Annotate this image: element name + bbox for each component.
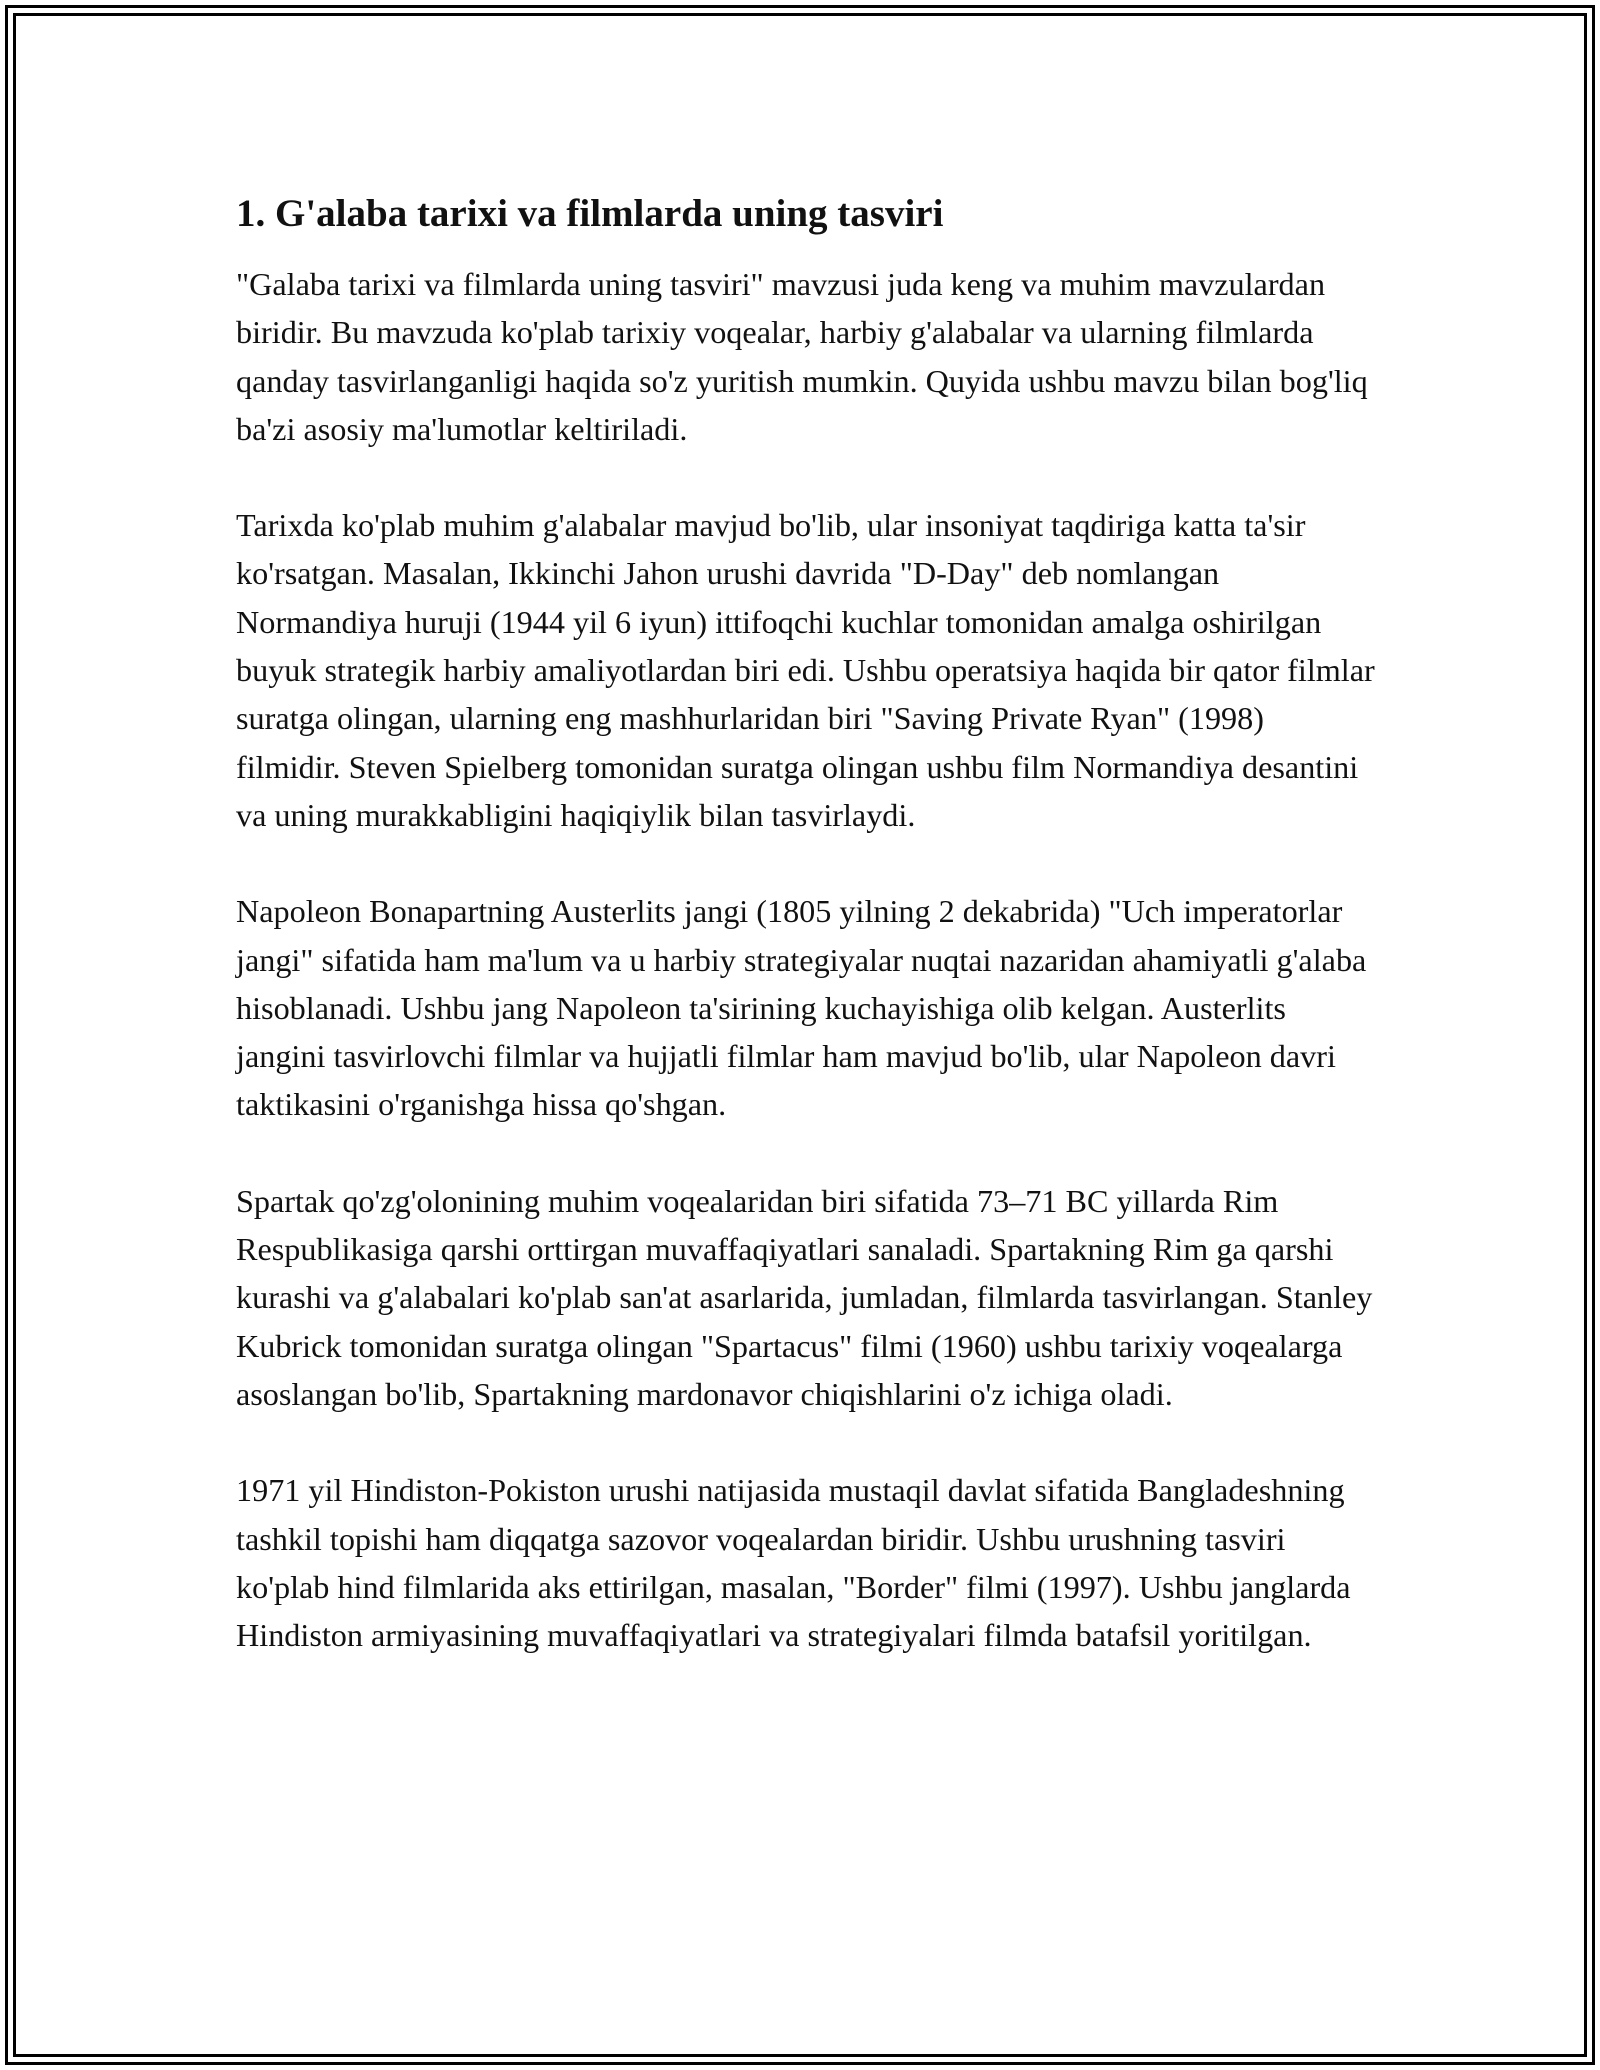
paragraph-d-day: Tarixda ko'plab muhim g'alabalar mavjud bo'lib, ular insoniyat taqdiriga katta ta'sir ko'rsatgan. Masalan, Ikkinchi Jahon urushi davrida "D-Day" deb nomlangan Normandiya huruji (1944 yil 6 iyun) ittifoqchi kuchlar tomonidan amalga oshirilgan buyuk strategik harbiy amaliyotlardan biri edi. Ushbu operatsiya haqida bir qator filmlar suratga olingan, ularning eng mashhurlaridan biri "Saving Private Ryan" (1998) filmidir. Steven Spielberg tomonidan suratga olingan ushbu film Normandiya desantini va uning murakkabligini haqiqiylik bilan tasvirlaydi. <box>236 507 1375 833</box>
paragraph-bangladesh: 1971 yil Hindiston-Pokiston urushi natijasida mustaqil davlat sifatida Bangladeshning tashkil topishi ham diqqatga sazovor voqealardan biridir. Ushbu urushning tasviri ko'plab hind filmlarida aks ettirilgan, masalan, "Border" filmi (1997). Ushbu janglarda Hindiston armiyasining muvaffaqiyatlari va strategiyalari filmda batafsil yoritilgan. <box>236 1472 1351 1654</box>
document-body <box>236 188 1376 1707</box>
paragraph-spartacus: Spartak qo'zg'olonining muhim voqealaridan biri sifatida 73–71 BC yillarda Rim Respublikasiga qarshi orttirgan muvaffaqiyatlari sanaladi. Spartakning Rim ga qarshi kurashi va g'alabalari ko'plab san'at asarlarida, jumladan, filmlarda tasvirlangan. Stanley Kubrick tomonidan suratga olingan "Spartacus" filmi (1960) ushbu tarixiy voqealarga asoslangan bo'lib, Spartakning mardonavor chiqishlarini o'z ichiga oladi. <box>236 1182 1373 1412</box>
section-heading: 1. G'alaba tarixi va filmlarda uning tasviri <box>236 192 944 235</box>
paragraph-austerlitz: Napoleon Bonapartning Austerlits jangi (1805 yilning 2 dekabrida) "Uch imperatorlar jangi" sifatida ham ma'lum va u harbiy strategiyalar nuqtai nazaridan ahamiyatli g'alaba hisoblanadi. Ushbu jang Napoleon ta'sirining kuchayishiga olib kelgan. Austerlits jangini tasvirlovchi filmlar va hujjatli filmlar ham mavjud bo'lib, ular Napoleon davri taktikasini o'rganishga hissa qo'shgan. <box>236 893 1367 1123</box>
paragraph-intro: "Galaba tarixi va filmlarda uning tasviri" mavzusi juda keng va muhim mavzulardan biridir. Bu mavzuda ko'plab tarixiy voqealar, harbiy g'alabalar va ularning filmlarda qanday tasvirlanganligi haqida so'z yuritish mumkin. Quyida ushbu mavzu bilan bog'liq ba'zi asosiy ma'lumotlar keltiriladi. <box>236 266 1368 447</box>
